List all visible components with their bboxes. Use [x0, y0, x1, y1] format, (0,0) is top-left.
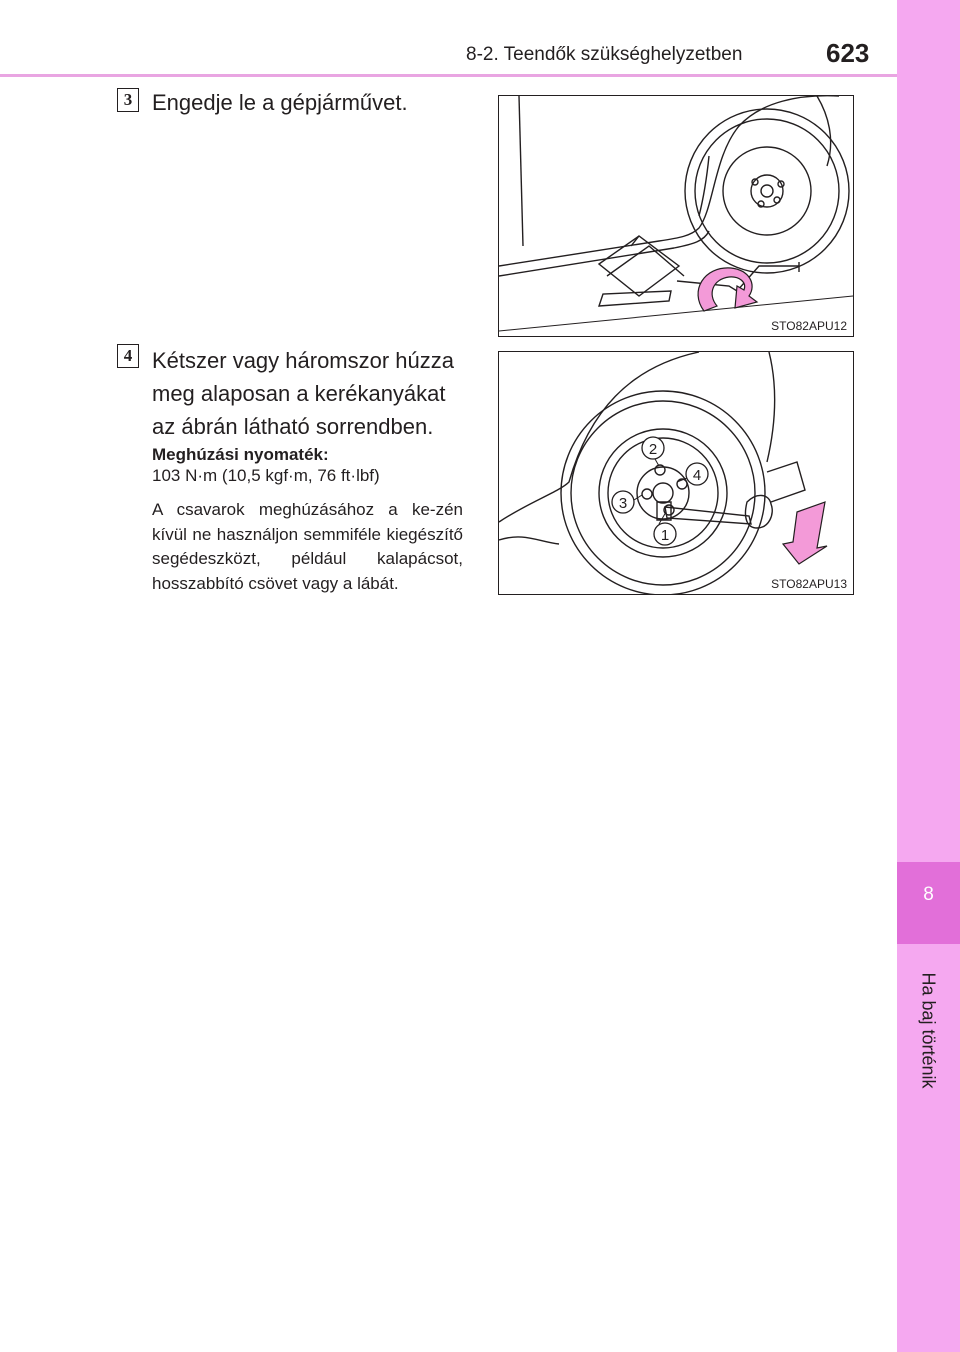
figure-tighten-nuts: [498, 351, 854, 595]
page-number: 623: [826, 38, 870, 68]
section-title: 8-2. Teendők szükséghelyzetben: [466, 44, 743, 65]
tightening-note: A csavarok meghúzásához a ke-zén kívül ne használjon semmiféle kiegészítő segédeszközt, például kalapácsot, hosszabbító csövet vagy a lábát.: [152, 500, 463, 593]
wheel-nut-tightening-illustration: [499, 352, 853, 594]
step-4-line: Kétszer vagy háromszor húzza: [152, 348, 455, 373]
nut-order-label: 3: [618, 495, 628, 512]
chapter-title: Ha baj történik: [918, 972, 939, 1089]
step-3-text: Engedje le a gépjárművet.: [152, 90, 408, 115]
nut-order-label: 2: [648, 441, 658, 458]
step-4-line: meg alaposan a kerékanyákat: [152, 381, 446, 406]
figure-lower-vehicle: [498, 95, 854, 337]
step-4-line: az ábrán látható sorrendben.: [152, 414, 434, 439]
step-badge-4: 4: [117, 344, 139, 368]
chapter-side-tab: [897, 0, 960, 1352]
step-badge-3: 3: [117, 88, 139, 112]
torque-label: Meghúzási nyomaték:: [152, 445, 329, 464]
nut-order-label: 4: [692, 467, 702, 484]
header-divider: [0, 74, 897, 77]
chapter-number: 8: [923, 884, 934, 905]
figure-code: STO82APU13: [771, 577, 847, 591]
chapter-number-box: [897, 862, 960, 944]
step-4-text: [152, 344, 454, 443]
nut-order-label: 1: [660, 527, 670, 544]
torque-value: 103 N·m (10,5 kgf·m, 76 ft·lbf): [152, 466, 380, 485]
jack-lowering-illustration: [499, 96, 853, 336]
figure-code: STO82APU12: [771, 319, 847, 333]
